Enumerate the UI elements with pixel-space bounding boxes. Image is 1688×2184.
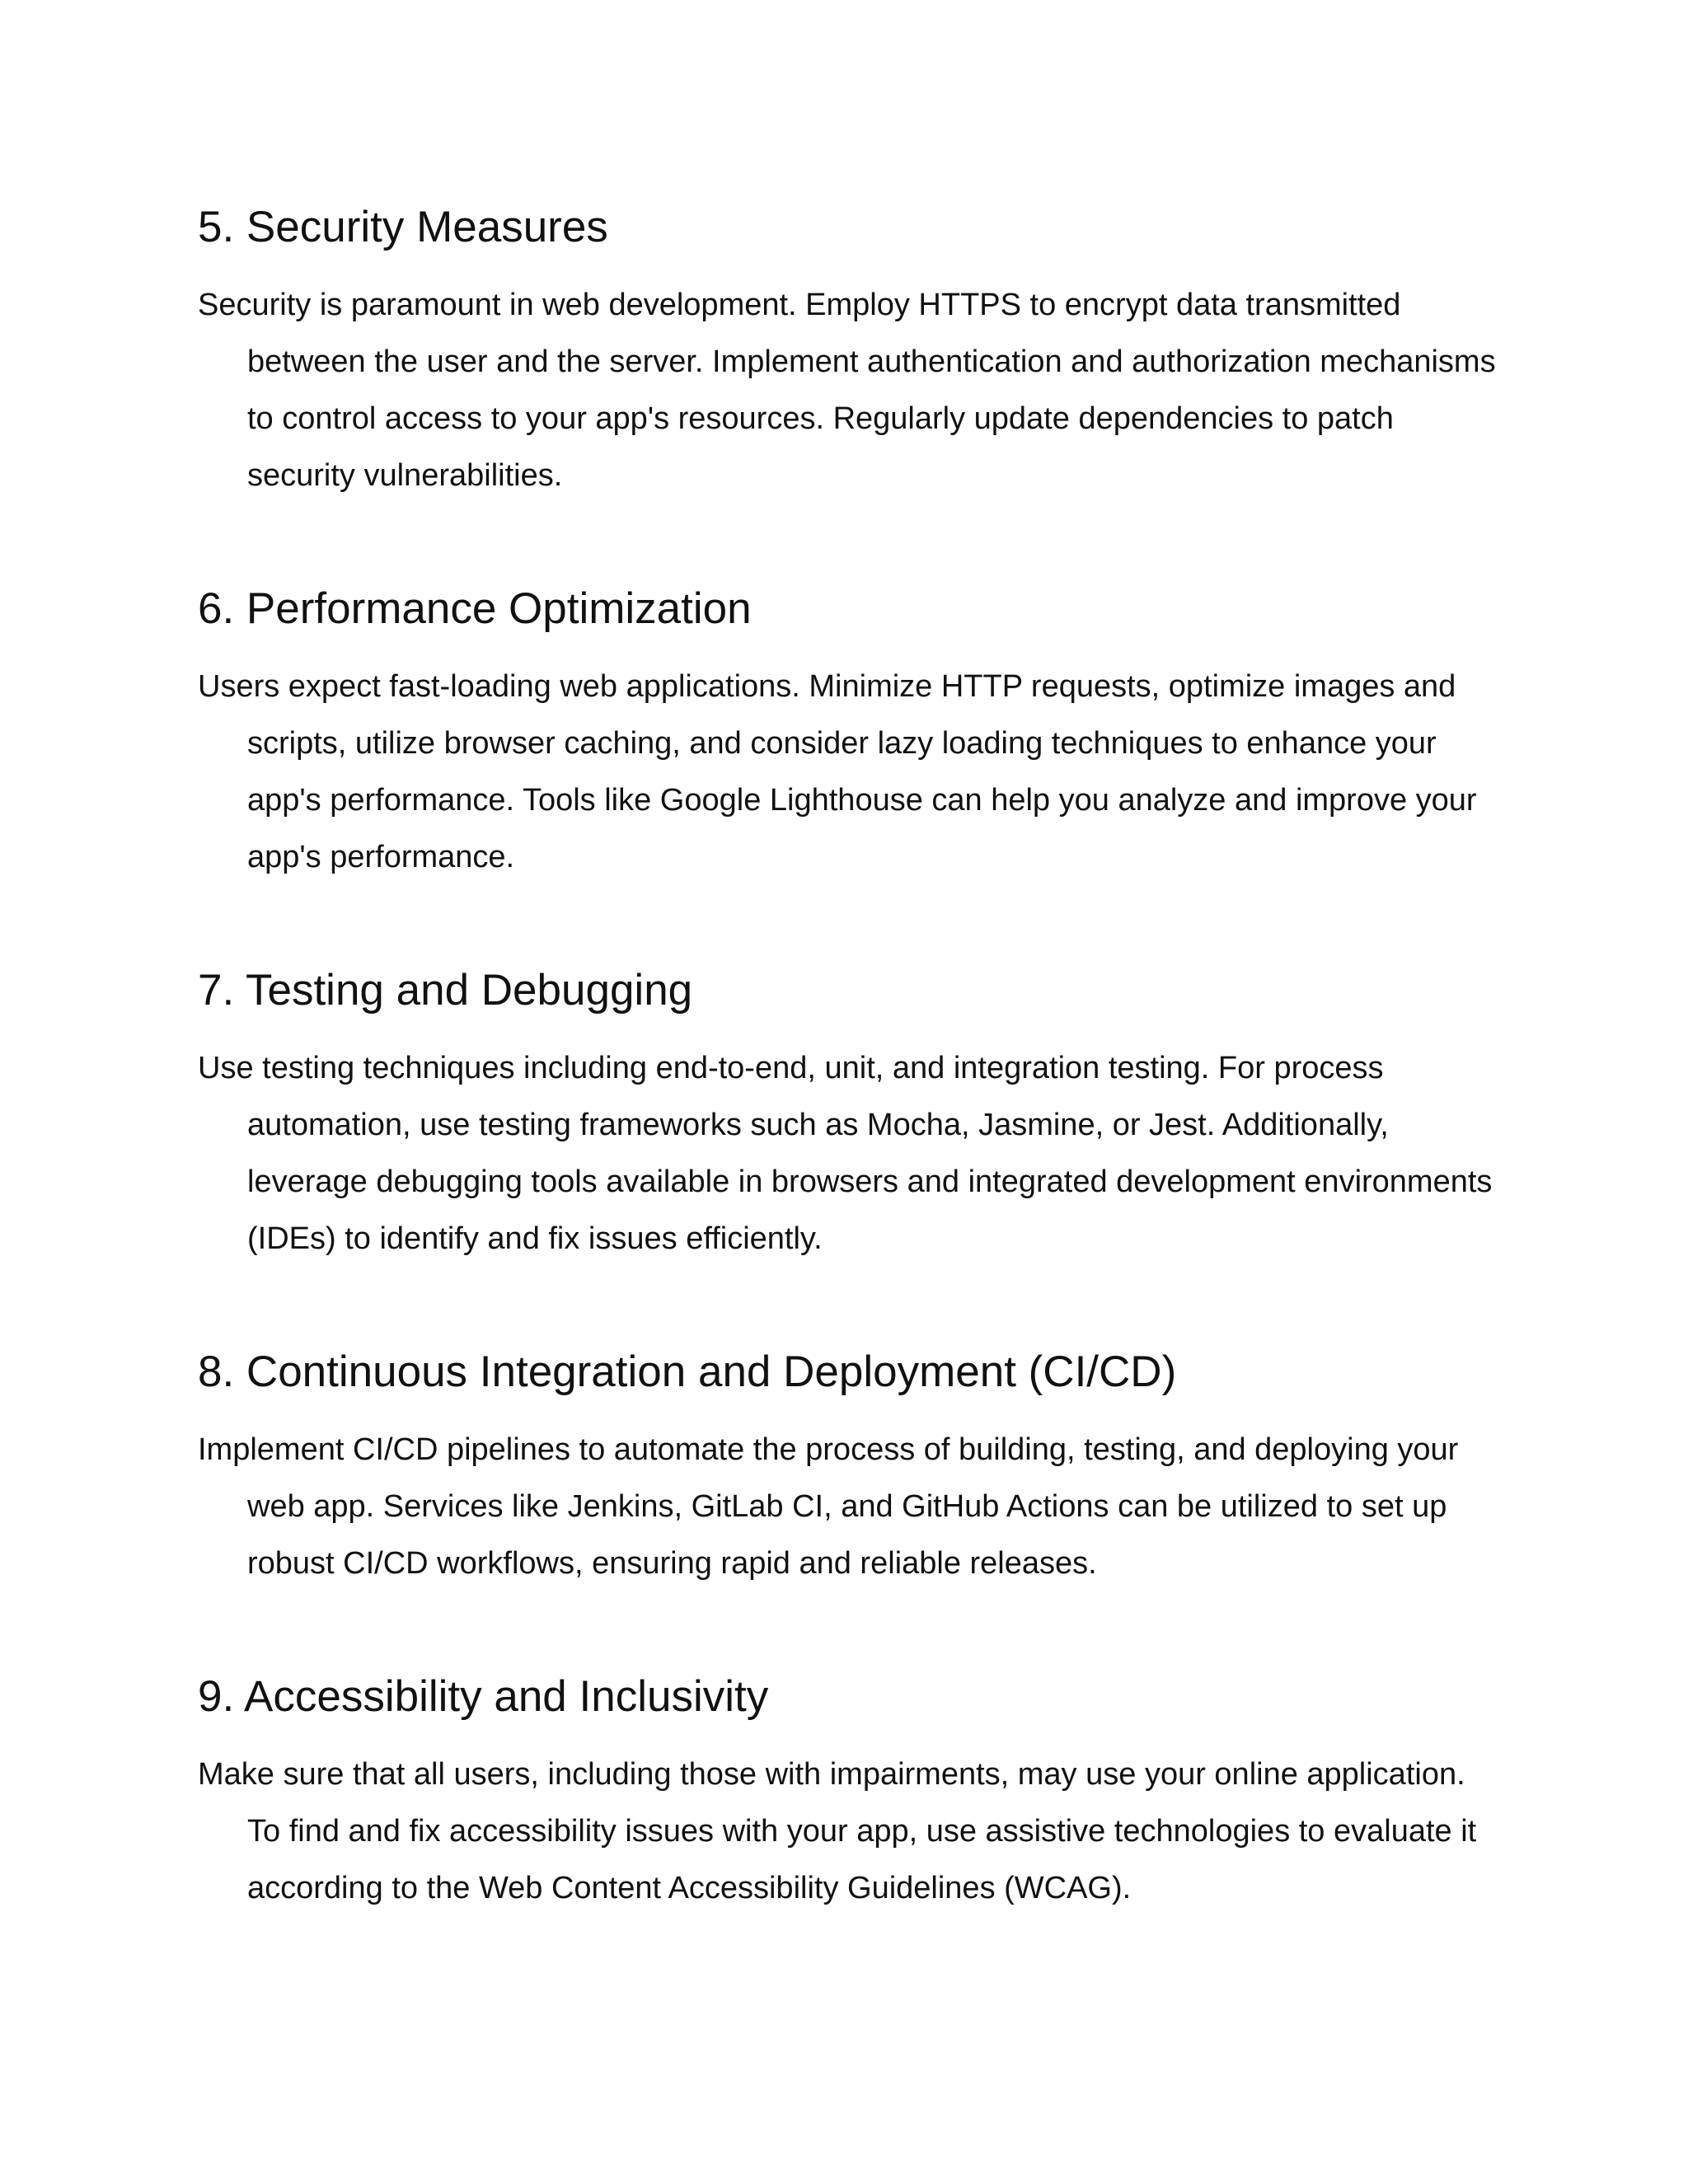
section-heading: 7. Testing and Debugging bbox=[198, 966, 693, 1015]
section-heading: 6. Performance Optimization bbox=[198, 584, 752, 633]
section-paragraph: Implement CI/CD pipelines to automate the process of building, testing, and deploying your web app. Services like Jenkins, GitLab CI, and GitHub Actions can be utilized to set up robust CI/CD workflows, ensuring rapid and reliable releases. bbox=[198, 1432, 1459, 1581]
section-heading: 5. Security Measures bbox=[198, 203, 608, 251]
section-heading: 9. Accessibility and Inclusivity bbox=[198, 1672, 769, 1721]
section-performance-optimization bbox=[198, 576, 1500, 886]
section-ci-cd bbox=[198, 1339, 1500, 1592]
section-paragraph: Users expect fast-loading web applications. Minimize HTTP requests, optimize images and scripts, utilize browser caching, and consider lazy loading techniques to enhance your app's performance. Tools like Google Lighthouse can help you analyze and improve your app's performance. bbox=[198, 669, 1477, 874]
section-paragraph: Make sure that all users, including those with impairments, may use your online application. To find and fix accessibility issues with your app, use assistive technologies to evaluate it according to the Web Content Accessibility Guidelines (WCAG). bbox=[198, 1757, 1477, 1905]
section-testing-and-debugging bbox=[198, 958, 1500, 1268]
section-security-measures bbox=[198, 194, 1500, 504]
section-paragraph: Security is paramount in web development. Employ HTTPS to encrypt data transmitted between the user and the server. Implement authentication and authorization mechanisms to control access to your app's resources. Regularly update dependencies to patch security vulnerabilities. bbox=[198, 288, 1496, 493]
document-content bbox=[198, 194, 1500, 1989]
section-accessibility-and-inclusivity bbox=[198, 1664, 1500, 1917]
section-paragraph: Use testing techniques including end-to-end, unit, and integration testing. For process automation, use testing frameworks such as Mocha, Jasmine, or Jest. Additionally, leverage debugging tools available in browsers and integrated development environments (IDEs) to identify and fix issues efficiently. bbox=[198, 1051, 1493, 1256]
section-heading: 8. Continuous Integration and Deployment (CI/CD) bbox=[198, 1347, 1177, 1396]
